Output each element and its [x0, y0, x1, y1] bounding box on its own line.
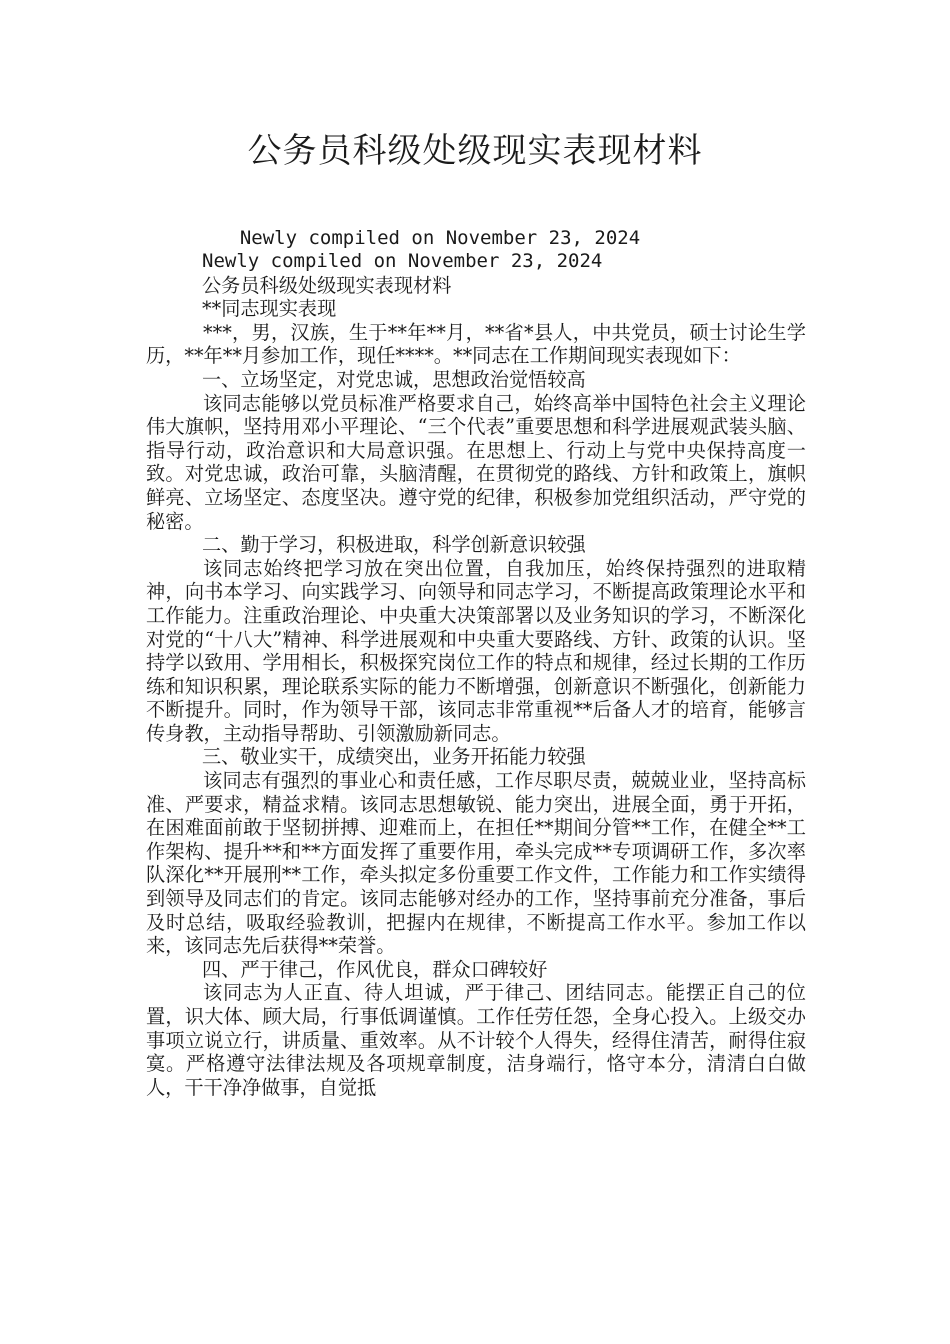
section-heading: 三、敬业实干，成绩突出，业务开拓能力较强	[202, 745, 586, 769]
compiled-date-line: Newly compiled on November 23, 2024	[202, 250, 603, 272]
document-subtitle: 公务员科级处级现实表现材料	[202, 273, 452, 297]
compiled-date-centered: Newly compiled on November 23, 2024	[239, 227, 641, 249]
section-heading: 二、勤于学习，积极进取，科学创新意识较强	[202, 533, 586, 557]
section-paragraph: 该同志为人正直、待人坦诚，严于律己、团结同志。能摆正自己的位置，识大体、顾大局，行事低调谨慎。工作任劳任怨，全身心投入。上级交办事项立说立行，讲质量、重效率。从不计较个人得失，经得住清苦，耐得住寂寞。严格遵守法律法规及各项规章制度，洁身端行，恪守本分，清清白白做人，干干净净做事，自觉抵	[146, 981, 806, 1099]
section-paragraph: 该同志始终把学习放在突出位置，自我加压，始终保持强烈的进取精神，向书本学习、向实践学习、向领导和同志学习，不断提高政策理论水平和工作能力。注重政治理论、中央重大决策部署以及业务知识的学习，不断深化对党的“十八大”精神、科学进展观和中央重大要路线、方针、政策的认识。坚持学以致用、学用相长，积极探究岗位工作的特点和规律，经过长期的工作历练和知识积累，理论联系实际的能力不断增强，创新意识不断强化，创新能力不断提升。同时，作为领导干部，该同志非常重视**后备人才的培育，能够言传身教，主动指导帮助、引领激励新同志。	[146, 556, 806, 745]
section-heading: 四、严于律己，作风优良，群众口碑较好	[202, 957, 548, 981]
section-paragraph: 该同志能够以党员标准严格要求自己，始终高举中国特色社会主义理论伟大旗帜，坚持用邓小平理论、“三个代表”重要思想和科学进展观武装头脑、指导行动，政治意识和大局意识强。在思想上、行动上与党中央保持高度一致。对党忠诚，政治可靠，头脑清醒，在贯彻党的路线、方针和政策上，旗帜鲜亮、立场坚定、态度坚决。遵守党的纪律，积极参加党组织活动，严守党的秘密。	[146, 391, 806, 533]
document-title: 公务员科级处级现实表现材料	[247, 131, 703, 171]
document-body	[146, 250, 806, 1099]
section-heading: 一、立场坚定，对党忠诚，思想政治觉悟较高	[202, 367, 586, 391]
intro-paragraph: ***，男，汉族，生于**年**月，**省*县人，中共党员，硕士讨论生学历，**年**月参加工作，现任****。**同志在工作期间现实表现如下：	[146, 320, 806, 368]
person-heading: **同志现实表现	[202, 297, 337, 321]
section-paragraph: 该同志有强烈的事业心和责任感，工作尽职尽责，兢兢业业，坚持高标准、严要求，精益求精。该同志思想敏锐、能力突出，进展全面，勇于开拓，在困难面前敢于坚韧拼搏、迎难而上，在担任**期间分管**工作，在健全**工作架构、提升**和**方面发挥了重要作用，牵头完成**专项调研工作，多次率队深化**开展刑**工作，牵头拟定多份重要工作文件，工作能力和工作实绩得到领导及同志们的肯定。该同志能够对经办的工作，坚持事前充分准备，事后及时总结，吸取经验教训，把握内在规律，不断提高工作水平。参加工作以来，该同志先后获得**荣誉。	[146, 769, 806, 958]
